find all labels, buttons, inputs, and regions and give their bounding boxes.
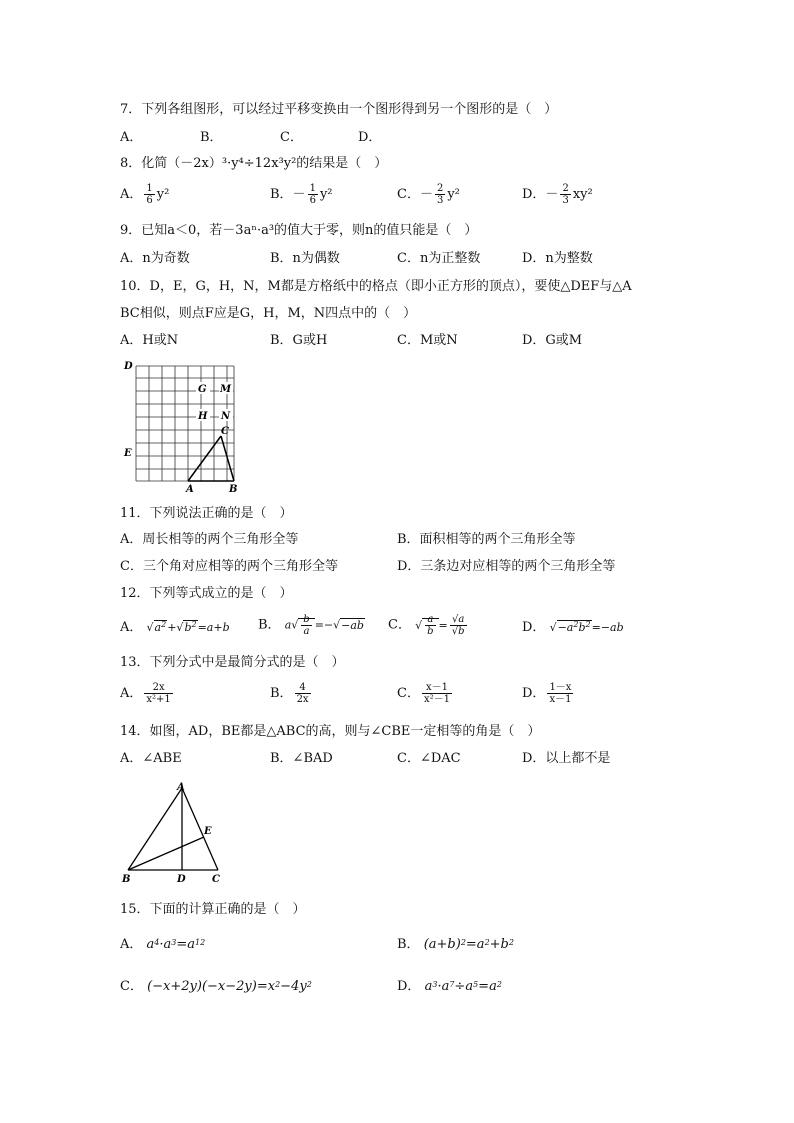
option-letter: D． [522,620,546,635]
q9-option-a[interactable]: A．n为奇数 [120,251,190,266]
tri-label-a: A [177,782,185,793]
q9-option-c[interactable]: C．n为正整数 [397,251,481,266]
grid-label-n: N [221,411,231,422]
grid-label-h: H [198,411,208,422]
grid-label-e: E [124,448,132,459]
q13-option-c[interactable] [397,682,454,705]
tri-label-e: E [204,826,212,837]
grid-label-m: M [220,384,232,395]
q10-grid-figure [122,358,252,494]
q15-stem: 15．下面的计算正确的是（ ） [120,902,306,917]
option-letter: D． [522,686,546,701]
option-letter: D．－ [522,187,559,202]
q11-stem: 11．下列说法正确的是（ ） [120,506,293,521]
q10-stem-line2: BC相似，则点F应是G，H，M，N四点中的（ ） [120,306,417,321]
q7-option-d[interactable]: D． [358,130,382,145]
q12-option-d[interactable] [522,618,624,637]
option-letter: A． [120,937,143,952]
option-letter: C． [388,617,411,633]
q13-option-a[interactable] [120,682,175,705]
option-letter: C．－ [397,187,433,202]
q8-option-d[interactable] [522,183,593,206]
option-letter: D． [397,979,421,994]
grid-label-d: D [124,361,133,372]
math-expression: a√ $\frac{b}{a}$ =−√−ab [284,614,364,637]
option-tail: y² [156,187,170,202]
q15-option-c[interactable] [120,978,312,996]
fraction: $\frac{x-1}{\text{x²－1}}$ [423,682,450,705]
q11-option-b[interactable]: B．面积相等的两个三角形全等 [397,532,576,547]
q8-option-c[interactable] [397,183,460,206]
q8-option-b[interactable] [270,183,333,206]
q7-stem: 7．下列各组图形，可以经过平移变换由一个图形得到另一个图形的是（ ） [120,102,558,117]
math-expression: $(-x+2y)(-x-2y)=x^2-4y^2$ [147,979,312,994]
math-expression: $a^4\cdot a^3=a^{12}$ [146,937,206,952]
math-expression: $√a^2+√b^2=a+b$ [146,620,230,634]
q14-option-b[interactable]: B．∠BAD [270,751,333,766]
option-letter: B． [397,937,420,952]
q10-option-c[interactable]: C．M或N [397,333,458,348]
q13-option-d[interactable] [522,682,575,705]
q15-option-d[interactable] [397,978,502,996]
fraction: $\frac{2}{3}$ [436,183,444,206]
option-tail: y² [447,187,460,202]
q12-option-c[interactable] [388,614,469,637]
q11-option-c[interactable]: C．三个角对应相等的两个三角形全等 [120,559,338,574]
q8-stem: 8．化简（－2x）³·y⁴÷12x³y²的结果是（ ） [120,156,388,171]
tri-label-c: C [212,874,220,885]
q9-option-b[interactable]: B．n为偶数 [270,251,340,266]
grid-label-b: B [229,484,238,494]
option-letter: A． [120,187,143,202]
q10-stem-line1: 10．D，E，G，H，N，M都是方格纸中的格点（即小正方形的顶点），要使△DEF与△A [120,279,632,294]
tri-label-b: B [122,874,131,885]
q10-option-b[interactable]: B．G或H [270,333,328,348]
fraction: $\frac{1}{6}$ [309,183,316,206]
option-tail: xy² [572,187,593,202]
q14-triangle-figure [120,780,240,890]
fraction: $\frac{2}{3}$ [562,183,569,206]
q14-option-a[interactable]: A．∠ABE [120,751,182,766]
q12-option-a[interactable] [120,618,230,637]
q13-option-b[interactable] [270,682,313,705]
option-letter: C． [120,979,143,994]
option-letter: B． [270,686,293,701]
q12-option-b[interactable] [258,614,365,637]
option-letter: A． [120,686,143,701]
option-letter: B．－ [270,187,306,202]
q10-option-d[interactable]: D．G或M [522,333,583,348]
q9-stem: 9．已知a＜0，若－3aⁿ·a³的值大于零，则n的值只能是（ ） [120,223,478,238]
option-letter: B． [258,617,281,633]
q12-stem: 12．下列等式成立的是（ ） [120,586,293,601]
grid-label-c: C [221,426,229,437]
grid-label-g: G [198,384,207,395]
math-expression: $√-a^2b^2=-ab$ [549,620,624,634]
grid-label-a: A [186,484,194,494]
q14-option-d[interactable]: D．以上都不是 [522,751,611,766]
q11-option-d[interactable]: D．三条边对应相等的两个三角形全等 [397,559,616,574]
math-expression: $(a+b)^2=a^2+b^2$ [423,937,514,952]
q15-option-a[interactable] [120,936,205,954]
math-expression: $a^3\cdot a^7\div a^5=a^2$ [424,979,502,994]
option-tail: y² [319,187,333,202]
q8-option-a[interactable] [120,183,169,206]
option-letter: A． [120,620,143,635]
q11-option-a[interactable]: A．周长相等的两个三角形全等 [120,532,299,547]
q7-option-b[interactable]: B． [200,130,223,145]
q10-option-a[interactable]: A．H或N [120,333,179,348]
q14-option-c[interactable]: C．∠DAC [397,751,461,766]
fraction: $\frac{1-x}{x-1}$ [549,682,572,705]
q13-stem: 13．下列分式中是最简分式的是（ ） [120,655,345,670]
q7-option-c[interactable]: C． [280,130,303,145]
option-letter: C． [397,686,420,701]
q9-option-d[interactable]: D．n为整数 [522,251,593,266]
q15-option-b[interactable] [397,936,514,954]
q7-option-a[interactable]: A． [120,130,143,145]
fraction: $\frac{2x}{\text{x²+1}}$ [146,682,171,705]
fraction: $\frac{4}{2x}$ [296,682,309,705]
q14-stem: 14．如图，AD，BE都是△ABC的高，则与∠CBE一定相等的角是（ ） [120,724,541,739]
tri-label-d: D [177,874,186,885]
fraction: $\frac{1}{6}$ [146,183,153,206]
math-expression: √ $\frac{a}{b}$ = $\frac{√a}{√b}$ [415,614,465,637]
